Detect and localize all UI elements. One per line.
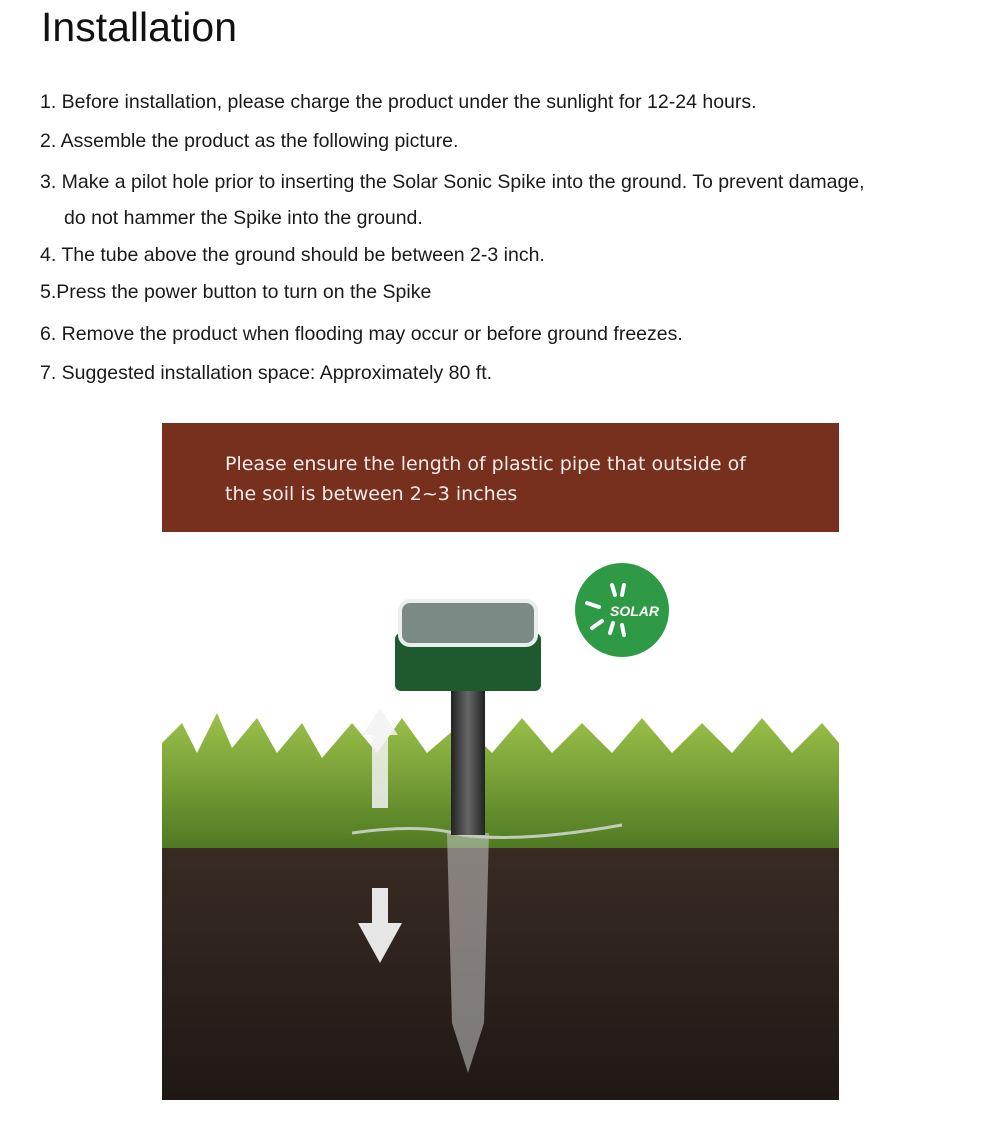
step-5: 5.Press the power button to turn on the Spike — [40, 281, 432, 303]
step-2: 2. Assemble the product as the following picture. — [40, 130, 459, 152]
step-4: 4. The tube above the ground should be between 2-3 inch. — [40, 244, 545, 266]
step-7: 7. Suggested installation space: Approximately 80 ft. — [40, 362, 493, 384]
banner-line-2: the soil is between 2~3 inches — [225, 483, 518, 505]
up-arrow-icon — [362, 708, 398, 735]
step-1: 1. Before installation, please charge the product under the sunlight for 12-24 hours. — [40, 91, 757, 113]
banner — [162, 423, 839, 532]
step-3-continued: do not hammer the Spike into the ground. — [64, 207, 423, 229]
solar-panel — [400, 601, 536, 645]
banner-line-1: Please ensure the length of plastic pipe that outside of — [225, 453, 746, 475]
grass — [162, 713, 839, 848]
page-title: Installation — [41, 4, 238, 50]
soil — [162, 833, 839, 1100]
pipe — [451, 685, 485, 835]
step-6: 6. Remove the product when flooding may occur or before ground freezes. — [40, 323, 683, 345]
step-3: 3. Make a pilot hole prior to inserting the Solar Sonic Spike into the ground. To prevent damage, — [40, 171, 865, 193]
solar-badge-text: SOLAR — [610, 603, 659, 619]
installation-figure — [162, 423, 839, 1100]
